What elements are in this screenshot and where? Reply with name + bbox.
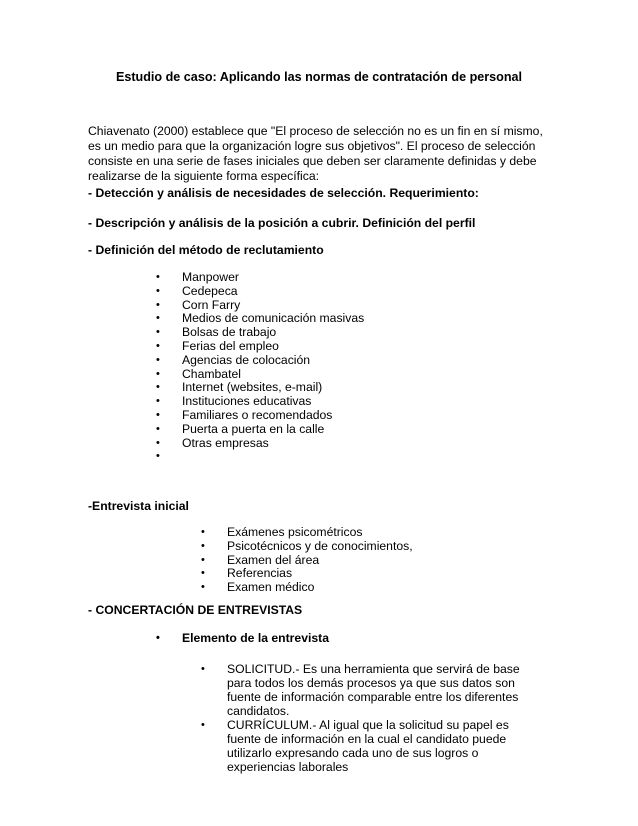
interview-element-label: • Elemento de la entrevista — [156, 632, 329, 646]
interview-element-list — [156, 632, 329, 646]
list-item: • Instituciones educativas — [156, 395, 364, 409]
list-item: • Chambatel — [156, 368, 364, 382]
heading-concertacion-entrevistas: - CONCERTACIÓN DE ENTREVISTAS — [88, 603, 303, 617]
list-item: • Ferias del empleo — [156, 340, 364, 354]
initial-interview-list — [201, 526, 413, 595]
list-item: • SOLICITUD.- Es una herramienta que servirá de base para todos los demás procesos ya que sus datos son fuente de información comparable entre los diferentes candidatos. — [201, 662, 531, 718]
list-item: • Otras empresas — [156, 437, 364, 451]
heading-entrevista-inicial: -Entrevista inicial — [88, 499, 189, 513]
list-item: • Familiares o recomendados — [156, 409, 364, 423]
heading-descripcion: - Descripción y análisis de la posición a cubrir. Definición del perfil — [88, 216, 476, 230]
document-title: Estudio de caso: Aplicando las normas de contratación de personal — [115, 70, 523, 84]
list-item: • Medios de comunicación masivas — [156, 312, 364, 326]
list-item: • Examen del área — [201, 554, 413, 568]
heading-deteccion: - Detección y análisis de necesidades de selección. Requerimiento: — [88, 186, 479, 200]
list-item: • Puerta a puerta en la calle — [156, 423, 364, 437]
recruitment-methods-list — [156, 271, 364, 464]
interview-elements-list — [201, 662, 531, 774]
list-item: • Corn Farry — [156, 299, 364, 313]
heading-metodo-reclutamiento: - Definición del método de reclutamiento — [88, 243, 324, 257]
list-item: • Psicotécnicos y de conocimientos, — [201, 540, 413, 554]
list-item: • Exámenes psicométricos — [201, 526, 413, 540]
list-item-empty — [156, 450, 364, 464]
list-item: • Bolsas de trabajo — [156, 326, 364, 340]
list-item: • Cedepeca — [156, 285, 364, 299]
list-item: • Examen médico — [201, 581, 413, 595]
list-item: • Referencias — [201, 567, 413, 581]
list-item: • Agencias de colocación — [156, 354, 364, 368]
intro-paragraph: Chiavenato (2000) establece que "El proceso de selección no es un fin en sí mismo, es un medio para que la organización logre sus objetivos". El proceso de selección consiste en una serie de fases iniciales que deben ser claramente definidas y debe realizarse de la siguiente forma específica: — [88, 124, 543, 183]
list-item: • CURRÍCULUM.- Al igual que la solicitud su papel es fuente de información en la cual el candidato puede utilizarlo expresando cada uno de sus logros o experiencias laborales — [201, 718, 531, 774]
list-item: • Manpower — [156, 271, 364, 285]
list-item: • Internet (websites, e-mail) — [156, 381, 364, 395]
